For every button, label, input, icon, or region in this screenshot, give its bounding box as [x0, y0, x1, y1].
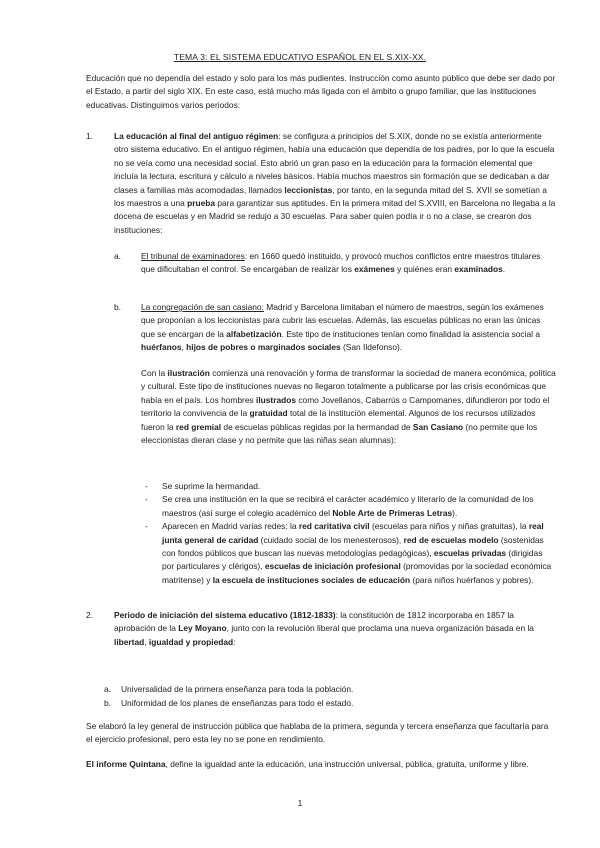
ley-paragraph: Se elaboró la ley general de instrucción pública que hablaba de la primera, segunda y tercera enseñanza que facultaría para el ejercicio profesional, pero esta ley no se pone en rendimiento. [86, 721, 549, 745]
dash-item-3: - Aparecen en Madrid varias redes: la red caritativa civil (escuelas para niños y niñas gratuitas), la real junta general de caridad (cuidado social de los menesterosos), red de escuelas modelo (sostenidas con fondos públicos que buscan las nuevas metodologías pedagógicas), escuelas privadas (dirigidas por particulares y clérigos), escuelas de iniciación profesional (promovidas por la sociedad económica matritense) y la escuela de instituciones sociales de educación (para niños huérfanos y pobres). [162, 520, 556, 587]
dash-item-2: - Se crea una institución en la que se recibirá el carácter académico y literario de la comunidad de los maestros (así surge el colegio académico del Noble Arte de Primeras Letras). [162, 493, 556, 520]
section-1-heading: La educación al final del antiguo régimen [114, 131, 279, 141]
s2-sub-a-marker: a. [104, 684, 111, 694]
section-1-paragraph: La educación al final del antiguo régimen: se configura a principios del S.XIX, donde no se existía anteriormente otro sistema educativo. En el antiguo régimen, había una educación que dependía de los padres, por lo que la escuela no se veía como una necesidad social. Esto abrió un gran paso en la educación para la formación elemental que incluía la lectura, escritura y cálculo a niveles básicos. Había muchos maestros sin formación que se dedicaban a dar clases a familias más acomodadas, llamados leccionistas, por tanto, en la segunda mitad del S. XVII se sometían a los maestros a una prueba para garantizar sus aptitudes. En la primera mitad del S.XVIII, en Barcelona no llegaba a la docena de escuelas y en Madrid se redujo a 30 escuelas. Para saber quien podía ir o no a clase, se crearon dos instituciones: [114, 131, 556, 235]
s2-sub-a: Universalidad de la primera enseñanza para toda la población. [121, 684, 354, 694]
document-title: TEMA 3: EL SISTEMA EDUCATIVO ESPAÑOL EN EL S.XIX-XX. [173, 52, 427, 62]
tribunal-paragraph: El tribunal de examinadores: en 1660 quedó instituido, y provocó muchos conflictos entre maestros titulares que dificultaban el control. Se encargaban de realizar los exámenes y quiénes eran examinados. [141, 251, 541, 275]
quintana-paragraph: El informe Quintana, define la igualdad ante la educación, una instrucción universal, pública, gratuita, uniforme y libre. [86, 759, 529, 769]
section-1-number: 1. [86, 131, 93, 141]
s2-sub-b-marker: b. [104, 698, 111, 708]
congregacion-heading: La congregación de san casiano: [141, 302, 264, 312]
section-2-heading: Periodo de iniciación del sistema educativo (1812-1833) [114, 610, 336, 620]
ilustracion-paragraph: Con la ilustración comienza una renovación y forma de transformar la sociedad de manera económica, política y cultural. Este tipo de instituciones nuevas no llegaron totalmente a publicarse por las crisis económicas que había en el país. Los hombres ilustrados como Jovellanos, Cabarrús o Campomanes, difundieron por todo el territorio la convivencia de la gratuidad total de la institución elemental. Algunos de los recursos utilizados fueron la red gremial de escuelas públicas regidas por la hermandad de San Casiano (no permite que los eleccionistas dieran clase y no permite que las niñas sean alumnas): [141, 368, 556, 446]
congregacion-paragraph: La congregación de san casiano: Madrid y Barcelona limitaban el número de maestros, según los exámenes que proponían a los leccionistas para cubrir las escuelas. Además, las escuelas públicas no eran las únicas que se encargan de la alfabetización. Este tipo de instituciones tenían como finalidad la asistencia social a huérfanos, hijos de pobres o marginados sociales (San Ildefonso). [141, 302, 544, 353]
tribunal-heading: El tribunal de examinadores [141, 251, 245, 261]
s2-sub-b: Uniformidad de los planes de enseñanzas para todo el estado. [121, 698, 354, 708]
sub-b-marker: b. [114, 302, 121, 312]
dash-item-1: - Se suprime la hermandad. [162, 480, 556, 493]
intro-paragraph: Educación que no dependía del estado y solo para los más pudientes. Instrucción como asunto público que debe ser dado por el Estado, a partir del siglo XIX. En este caso, está mucho más ligada con el ámbito o grupo familiar, que las instituciones educativas. Distinguimos varios periodos: [86, 73, 556, 110]
dash-list [162, 480, 556, 587]
page-number: 1 [297, 798, 303, 808]
sub-a-marker: a. [114, 251, 121, 261]
section-2-paragraph: Periodo de iniciación del sistema educativo (1812-1833): la constitución de 1812 incorporaba en 1857 la aprobación de la Ley Moyano, junto con la revolución liberal que proclama una nueva organización basada en la libertad, igualdad y propiedad: [114, 610, 534, 647]
section-2-number: 2. [86, 610, 93, 620]
